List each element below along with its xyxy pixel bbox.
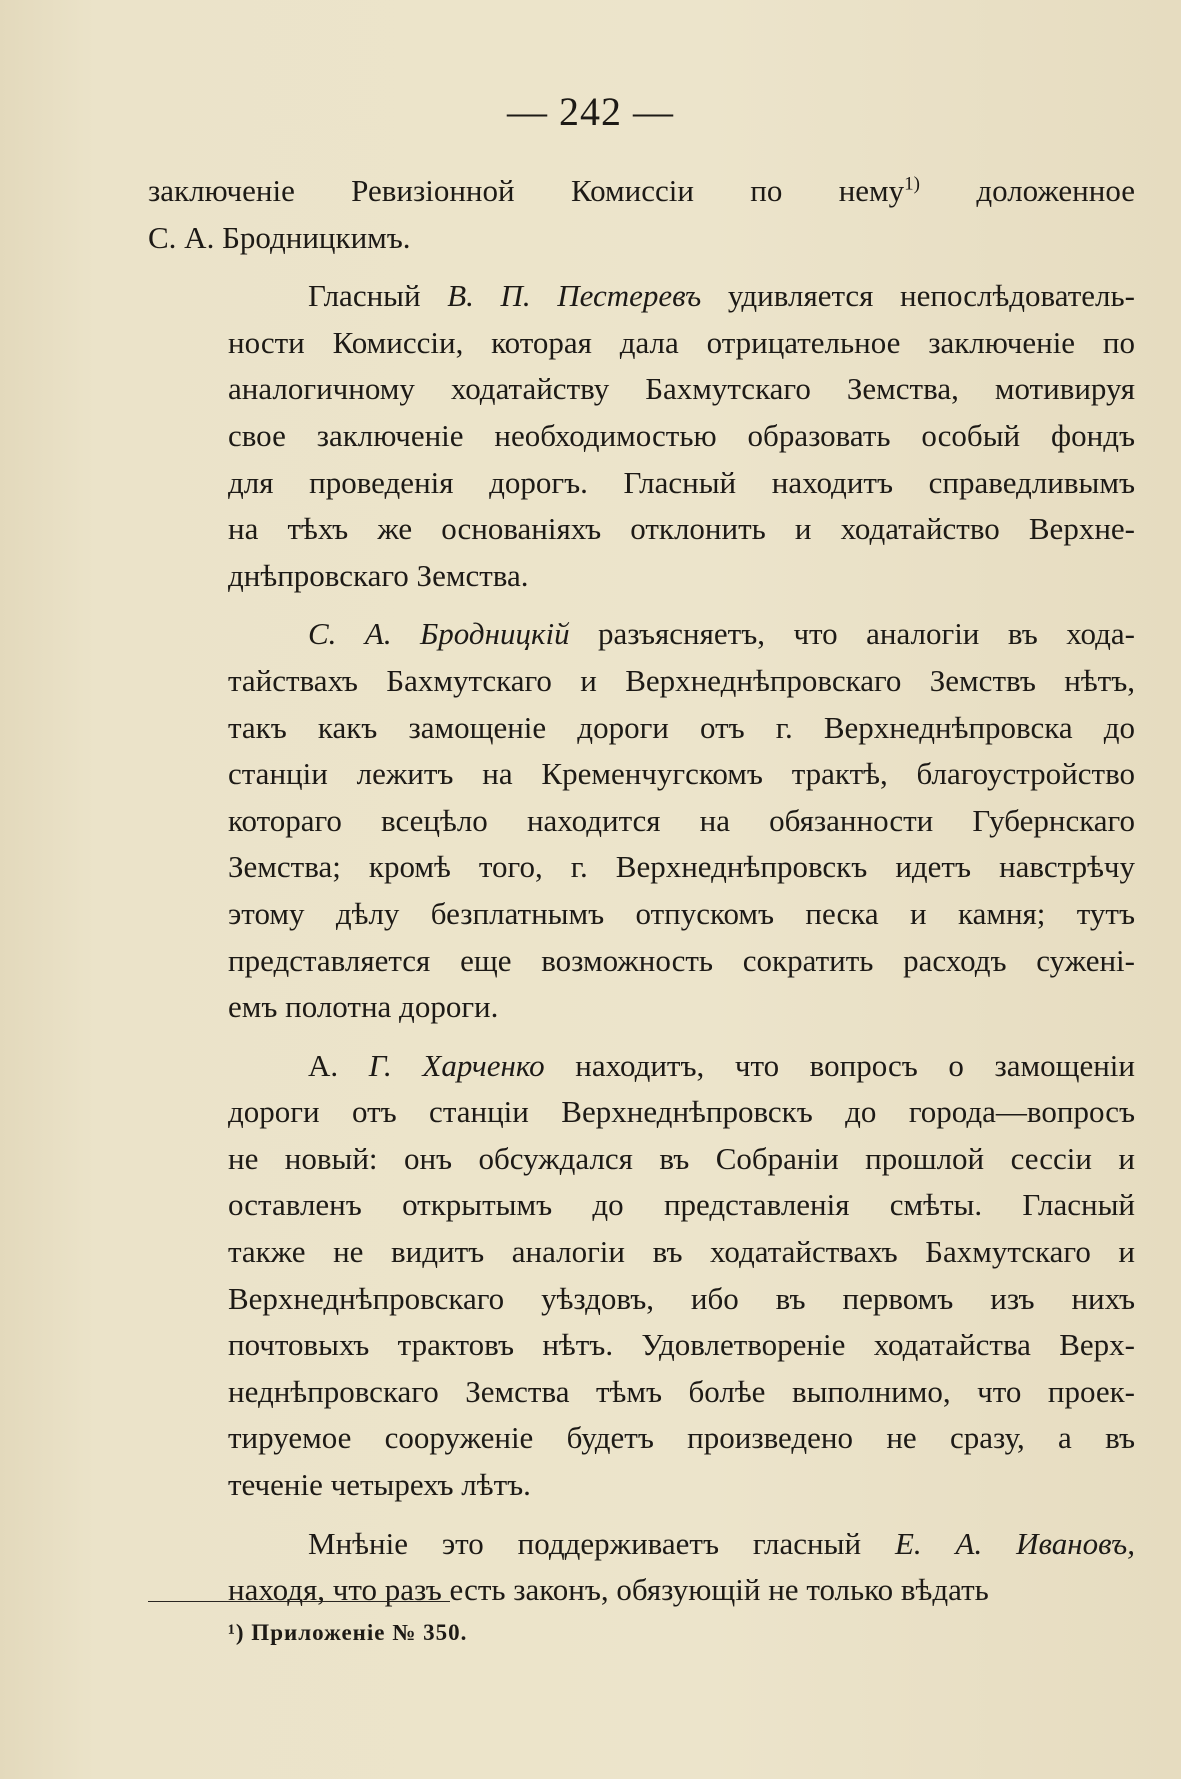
text-line — [148, 320, 1135, 367]
text-segment: дороги отъ станціи Верхнеднѣпровскъ до города—вопросъ — [228, 1094, 1135, 1130]
text-segment: для проведенія дорогъ. Гласный находитъ справедливымъ — [228, 464, 1135, 500]
text-segment: удивляется непослѣдователь- — [701, 278, 1135, 314]
page-number: — 242 — — [507, 89, 674, 134]
text-line — [148, 1567, 1135, 1614]
text-segment: Верхнеднѣпровскаго уѣздовъ, ибо въ первомъ изъ нихъ — [228, 1280, 1135, 1316]
text-segment: оставленъ открытымъ до представленія смѣты. Гласный — [228, 1187, 1135, 1223]
text-line — [148, 844, 1135, 891]
text-segment: А. — [308, 1047, 369, 1083]
text-segment: теченіе четырехъ лѣтъ. — [228, 1467, 531, 1503]
text-segment: не новый: онъ обсуждался въ Собраніи прошлой сессіи и — [228, 1140, 1135, 1176]
text-segment: котораго всецѣло находится на обязанности Губернскаго — [228, 802, 1135, 838]
text-segment: емъ полотна дороги. — [228, 989, 499, 1025]
text-line — [148, 168, 1135, 215]
text-segment: на тѣхъ же основаніяхъ отклонить и ходатайство Верхне- — [228, 511, 1135, 547]
text-segment: свое заключеніе необходимостью образовать особый фондъ — [228, 417, 1135, 453]
text-line — [148, 1462, 1135, 1509]
text-line — [148, 1182, 1135, 1229]
text-line — [148, 798, 1135, 845]
text-line — [148, 1415, 1135, 1462]
paragraph — [148, 1043, 1135, 1509]
text-segment: ности Комиссіи, которая дала отрицательное заключеніе по — [228, 324, 1135, 360]
text-line — [148, 658, 1135, 705]
text-segment: тируемое сооруженіе будетъ произведено не сразу, а въ — [228, 1420, 1135, 1456]
paragraph — [148, 611, 1135, 1030]
text-segment: тайствахъ Бахмутскаго и Верхнеднѣпровскаго Земствъ нѣтъ, — [228, 662, 1135, 698]
text-segment: С. А. Бродницкимъ. — [148, 219, 411, 255]
text-segment: такъ какъ замощеніе дороги отъ г. Верхнеднѣпровска до — [228, 709, 1135, 745]
text-line — [148, 751, 1135, 798]
footnote-divider — [148, 1601, 450, 1602]
text-line — [148, 1369, 1135, 1416]
text-segment: представляется еще возможность сократить расходъ суженi- — [228, 942, 1135, 978]
text-segment: также не видитъ аналогіи въ ходатайствахъ Бахмутскаго и — [228, 1234, 1135, 1270]
text-line — [148, 413, 1135, 460]
text-segment: днѣпровскаго Земства. — [228, 557, 529, 593]
paragraph — [148, 273, 1135, 599]
text-line — [148, 460, 1135, 507]
text-line — [148, 215, 1135, 262]
text-segment: разъясняетъ, что аналогіи въ хода- — [569, 616, 1135, 652]
footnote: ¹) Приложеніе № 350. — [228, 1620, 468, 1645]
text-line — [148, 366, 1135, 413]
text-segment: находитъ, что вопросъ о замощеніи — [544, 1047, 1136, 1083]
text-line — [148, 611, 1135, 658]
text-segment: находя, что разъ есть законъ, обязующій не только вѣдать — [228, 1572, 989, 1608]
body-text — [148, 168, 1135, 1614]
text-line — [148, 1521, 1135, 1568]
speaker-name: Г. Харченко — [368, 1047, 545, 1083]
text-segment: аналогичному ходатайству Бахмутскаго Земства, мотивируя — [228, 371, 1135, 407]
text-line — [148, 553, 1135, 600]
text-segment: Земства; кромѣ того, г. Верхнеднѣпровскъ идетъ навстрѣчу — [228, 849, 1135, 885]
text-line — [148, 1089, 1135, 1136]
speaker-name: В. П. Пестеревъ — [447, 278, 702, 314]
footnote-marker: 1) — [904, 173, 920, 195]
text-line — [148, 1322, 1135, 1369]
text-line — [148, 705, 1135, 752]
text-segment: Мнѣніе это поддерживаетъ гласный — [308, 1525, 895, 1561]
paragraph — [148, 1521, 1135, 1614]
speaker-name: Е. А. Ивановъ, — [894, 1525, 1135, 1561]
text-line — [148, 938, 1135, 985]
speaker-name: С. А. Бродницкій — [308, 616, 570, 652]
text-segment: почтовыхъ трактовъ нѣтъ. Удовлетвореніе ходатайства Верх- — [228, 1327, 1135, 1363]
text-line — [148, 1136, 1135, 1183]
text-line — [148, 506, 1135, 553]
text-segment: станціи лежитъ на Кременчугскомъ трактѣ, благоустройство — [228, 756, 1135, 792]
text-line — [148, 1043, 1135, 1090]
text-segment: Гласный — [308, 278, 448, 314]
text-segment: этому дѣлу безплатнымъ отпускомъ песка и камня; тутъ — [228, 895, 1135, 931]
text-line — [148, 891, 1135, 938]
text-segment: заключеніе Ревизіонной Комиссіи по нему — [148, 173, 905, 208]
text-line — [148, 1229, 1135, 1276]
text-line — [148, 273, 1135, 320]
text-line — [148, 1276, 1135, 1323]
text-segment: доложенное — [920, 173, 1135, 208]
paragraph — [148, 168, 1135, 261]
text-line — [148, 984, 1135, 1031]
text-segment: неднѣпровскаго Земства тѣмъ болѣе выполнимо, что проек- — [228, 1373, 1135, 1409]
